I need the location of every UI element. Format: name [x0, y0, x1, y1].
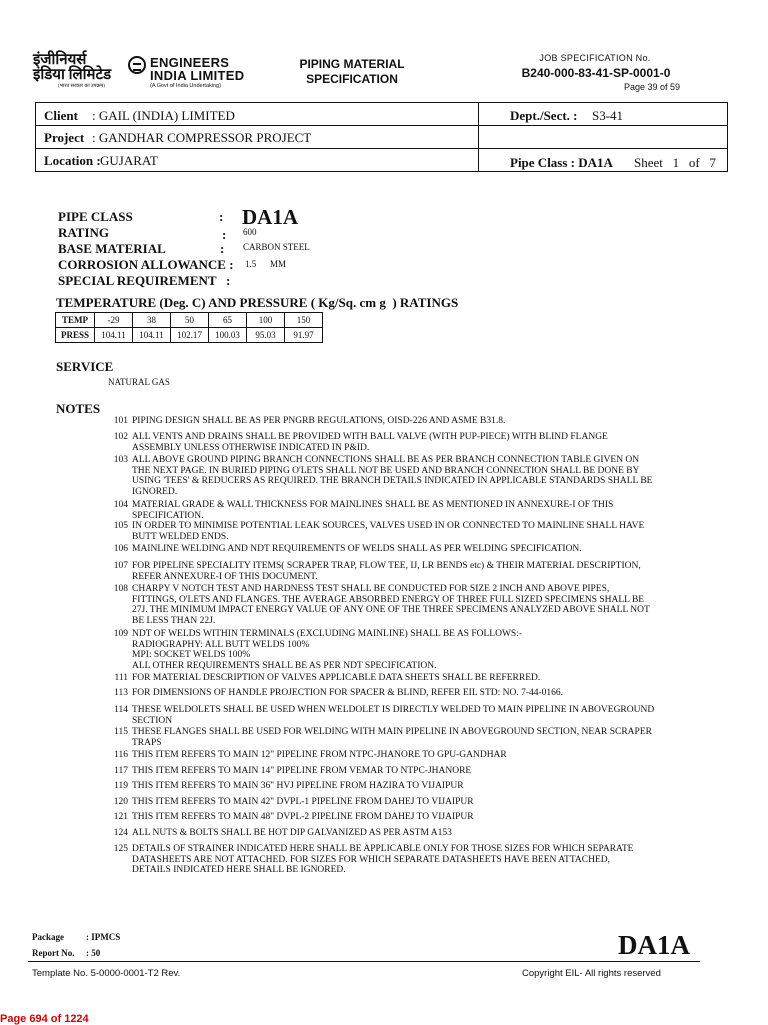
note-text-line: FITTINGS, O'LETS AND FLANGES. THE AVERAGE ABSORBED ENERGY OF THREE FULL SIZED SPECIMENS SHALL BE — [132, 594, 645, 605]
note-text-line: DETAILS INDICATED HERE SHALL BE IGNORED. — [132, 865, 346, 875]
press-cell: 104.11 — [95, 328, 133, 343]
footer-pipe-class: DA1A — [618, 930, 690, 960]
corrosion-allowance-value: 1.5 — [245, 259, 257, 269]
note-number: 119 — [114, 781, 128, 791]
base-material-value: CARBON STEEL — [243, 242, 310, 252]
document-title-line1: PIPING MATERIAL — [299, 57, 405, 71]
note-text-line: IGNORED. — [132, 486, 178, 497]
note-number: 101 — [113, 416, 128, 426]
info-table — [35, 102, 728, 172]
temp-cell: 150 — [285, 313, 323, 328]
note-text-line: ALL ABOVE GROUND PIPING BRANCH CONNECTIONS SHALL BE AS PER BRANCH CONNECTION TABLE GIVEN ON — [132, 455, 640, 465]
note-text-line: ALL OTHER REQUIREMENTS SHALL BE AS PER NDT SPECIFICATION. — [132, 660, 437, 671]
press-cell: 100.03 — [209, 328, 247, 343]
note-text-line: THESE WELDOLETS SHALL BE USED WHEN WELDOLET IS DIRECTLY WELDED TO MAIN PIPELINE IN ABOVEGROUND — [132, 705, 655, 715]
note-text-line: ALL VENTS AND DRAINS SHALL BE PROVIDED WITH BALL VALVE (WITH PUP-PIECE) WITH BLIND FLANGE — [132, 432, 608, 442]
note-number: 125 — [113, 844, 128, 854]
job-spec-number: B240-000-83-41-SP-0001-0 — [521, 66, 671, 80]
press-cell: 95.03 — [247, 328, 285, 343]
corrosion-allowance-label: CORROSION ALLOWANCE : — [58, 257, 234, 272]
temp-cell: -29 — [95, 313, 133, 328]
press-row — [56, 328, 323, 343]
logo-hindi-line2: इंडिया लिमिटेड — [33, 67, 112, 83]
press-cell: 104.11 — [133, 328, 171, 343]
note-number: 108 — [113, 584, 128, 594]
template-number: Template No. 5-0000-0001-T2 Rev. — [32, 968, 181, 979]
note-text-line: MATERIAL GRADE & WALL THICKNESS FOR MAINLINES SHALL BE AS MENTIONED IN ANNEXURE-I OF THIS — [132, 500, 614, 510]
note-text-line: FOR DIMENSIONS OF HANDLE PROJECTION FOR SPACER & BLIND, REFER EIL STD: NO. 7-44-0166. — [132, 688, 564, 698]
note-text-line: SPECIFICATION. — [132, 510, 204, 521]
note-number: 124 — [113, 828, 128, 838]
press-cell: 102.17 — [171, 328, 209, 343]
package-label: Package — [32, 932, 64, 942]
special-requirement-label: SPECIAL REQUIREMENT — [58, 273, 217, 288]
note-number: 103 — [113, 455, 128, 465]
note-text-line: THIS ITEM REFERS TO MAIN 14" PIPELINE FROM VEMAR TO NTPC-JHANORE — [132, 766, 472, 776]
note-number: 120 — [113, 797, 128, 807]
note-text-line: TRAPS — [132, 737, 162, 748]
temp-cell: 50 — [171, 313, 209, 328]
info-divider — [36, 148, 727, 149]
corrosion-allowance-unit: MM — [270, 259, 287, 269]
logo-hindi-line1: इंजीनियर्स — [33, 52, 87, 68]
note-number: 117 — [114, 766, 128, 776]
note-text-line: IN ORDER TO MINIMISE POTENTIAL LEAK SOURCES, VALVES USED IN OR CONNECTED TO MAINLINE SHALL HAVE — [132, 521, 645, 531]
logo-subtitle-hindi: (भारत सरकार का उपक्रम) — [58, 84, 105, 89]
colon: : — [220, 241, 225, 256]
notes-heading: NOTES — [56, 401, 101, 416]
note-text-line: MPI: SOCKET WELDS 100% — [132, 650, 251, 660]
document-title-line2: SPECIFICATION — [306, 72, 398, 86]
note-text-line: PIPING DESIGN SHALL BE AS PER PNGRB REGULATIONS, OISD-226 AND ASME B31.8. — [132, 416, 506, 426]
temp-row — [56, 313, 323, 328]
note-text-line: FOR PIPELINE SPECIALITY ITEMS( SCRAPER TRAP, FLOW TEE, IJ, LR BENDS etc) & THEIR MATERIAL DESCRIPTION, — [132, 561, 641, 571]
service-value: NATURAL GAS — [108, 377, 170, 387]
job-spec-label: JOB SPECIFICATION No. — [539, 53, 651, 63]
package-value: : IPMCS — [86, 932, 121, 942]
note-text-line: ASSEMBLY UNLESS OTHERWISE INDICATED IN P&ID. — [132, 442, 370, 453]
info-divider — [36, 125, 727, 126]
info-column-divider — [478, 103, 479, 171]
note-text-line: DATASHEETS ARE NOT ATTACHED. FOR SIZES FOR WHICH SEPARATE DATASHEETS HAVE BEEN ATTACHED, — [132, 854, 610, 865]
logo-english-line2: INDIA LIMITED — [150, 68, 245, 83]
report-label: Report No. — [32, 948, 75, 958]
note-text-line: SECTION — [132, 715, 173, 726]
note-text-line: REFER ANNEXURE-I OF THIS DOCUMENT. — [132, 571, 318, 582]
note-number: 111 — [114, 673, 128, 683]
note-number: 102 — [113, 432, 128, 442]
press-cell: 91.97 — [285, 328, 323, 343]
note-number: 115 — [114, 727, 128, 737]
colon: : — [222, 227, 227, 242]
pipe-class-header: Pipe Class : DA1A — [510, 155, 613, 170]
dept-value: S3-41 — [592, 108, 624, 123]
temp-cell: 100 — [247, 313, 285, 328]
note-text-line: RADIOGRAPHY: ALL BUTT WELDS 100% — [132, 639, 310, 650]
note-text-line: THIS ITEM REFERS TO MAIN 42" DVPL-1 PIPELINE FROM DAHEJ TO VIJAIPUR — [132, 797, 474, 807]
colon: : — [219, 209, 224, 224]
note-number: 105 — [113, 521, 128, 531]
project-label: Project — [44, 130, 85, 145]
note-number: 106 — [113, 544, 128, 554]
note-number: 113 — [114, 688, 128, 698]
note-text-line: BUTT WELDED ENDS. — [132, 531, 229, 542]
overall-page-count: Page 694 of 1224 — [0, 1013, 89, 1025]
note-text-line: THIS ITEM REFERS TO MAIN 36" HVJ PIPELINE FROM HAZIRA TO VIJAIPUR — [132, 781, 464, 791]
note-text-line: DETAILS OF STRAINER INDICATED HERE SHALL BE APPLICABLE ONLY FOR THOSE SIZES FOR WHICH SEPARATE — [132, 844, 634, 854]
rating-value: 600 — [243, 227, 257, 237]
note-number: 107 — [113, 561, 128, 571]
dept-label: Dept./Sect. : — [510, 108, 578, 123]
location-value: GUJARAT — [100, 153, 158, 168]
logo-english-line1: ENGINEERS — [150, 55, 230, 70]
service-heading: SERVICE — [56, 359, 114, 374]
note-text-line: BE LESS THAN 22J. — [132, 615, 216, 626]
note-number: 121 — [113, 812, 128, 822]
client-value: : GAIL (INDIA) LIMITED — [92, 108, 235, 123]
note-text-line: THESE FLANGES SHALL BE USED FOR WELDING WITH MAIN PIPELINE IN ABOVEGROUND SECTION, NEAR SCRAPER — [132, 727, 652, 737]
note-number: 104 — [113, 500, 128, 510]
colon: : — [226, 273, 231, 288]
pipe-class-label: PIPE CLASS — [58, 209, 133, 224]
note-text-line: 27J. THE MINIMUM IMPACT ENERGY VALUE OF ANY ONE OF THE THREE SPECIMENS ANALYZED ABOVE SHALL NOT — [132, 605, 650, 615]
ratings-heading: TEMPERATURE (Deg. C) AND PRESSURE ( Kg/Sq. cm g ) RATINGS — [56, 295, 459, 310]
note-number: 114 — [114, 705, 128, 715]
note-text-line: CHARPY V NOTCH TEST AND HARDNESS TEST SHALL BE CONDUCTED FOR SIZE 2 INCH AND ABOVE PIPES, — [132, 584, 610, 594]
note-text-line: FOR MATERIAL DESCRIPTION OF VALVES APPLICABLE DATA SHEETS SHALL BE REFERRED. — [132, 673, 541, 683]
note-text-line: MAINLINE WELDING AND NDT REQUIREMENTS OF WELDS SHALL AS PER WELDING SPECIFICATION. — [132, 544, 582, 554]
page-indicator: Page 39 of 59 — [623, 82, 680, 92]
temp-label: TEMP — [56, 313, 95, 328]
note-text-line: NDT OF WELDS WITHIN TERMINALS (EXCLUDING MAINLINE) SHALL BE AS FOLLOWS:- — [132, 629, 523, 639]
logo-subtitle-english: (A Govt of India Undertaking) — [150, 83, 221, 89]
note-text-line: THIS ITEM REFERS TO MAIN 12" PIPELINE FROM NTPC-JHANORE TO GPU-GANDHAR — [132, 750, 507, 760]
note-number: 109 — [113, 629, 128, 639]
client-label: Client — [44, 108, 78, 123]
note-text-line: USING 'TEES' & REDUCERS AS REQUIRED. THE BRANCH DETAILS INDICATED IN APPLICABLE STANDARDS SHALL BE — [132, 476, 653, 486]
ratings-table — [55, 312, 323, 343]
eil-logo-icon — [128, 56, 146, 74]
note-text-line: ALL NUTS & BOLTS SHALL BE HOT DIP GALVANIZED AS PER ASTM A153 — [132, 828, 452, 838]
document-title — [282, 57, 422, 87]
note-text-line: THE NEXT PAGE. IN BURIED PIPING O'LETS SHALL NOT BE USED AND BRANCH CONNECTION SHALL BE DONE BY — [132, 465, 640, 476]
rating-label: RATING — [58, 225, 110, 240]
footer-divider — [28, 961, 700, 962]
pipe-class-value: DA1A — [242, 205, 298, 229]
note-text-line: THIS ITEM REFERS TO MAIN 48" DVPL-2 PIPELINE FROM DAHEJ TO VIJAIPUR — [132, 812, 474, 822]
copyright-text: Copyright EIL- All rights reserved — [522, 968, 661, 979]
project-value: : GANDHAR COMPRESSOR PROJECT — [92, 130, 312, 145]
sheet-indicator: Sheet 1 of 7 — [634, 155, 716, 170]
location-label: Location : — [44, 153, 101, 168]
base-material-label: BASE MATERIAL — [58, 241, 166, 256]
temp-cell: 65 — [209, 313, 247, 328]
press-label: PRESS — [56, 328, 95, 343]
note-number: 116 — [114, 750, 128, 760]
temp-cell: 38 — [133, 313, 171, 328]
report-value: : 50 — [86, 948, 101, 958]
